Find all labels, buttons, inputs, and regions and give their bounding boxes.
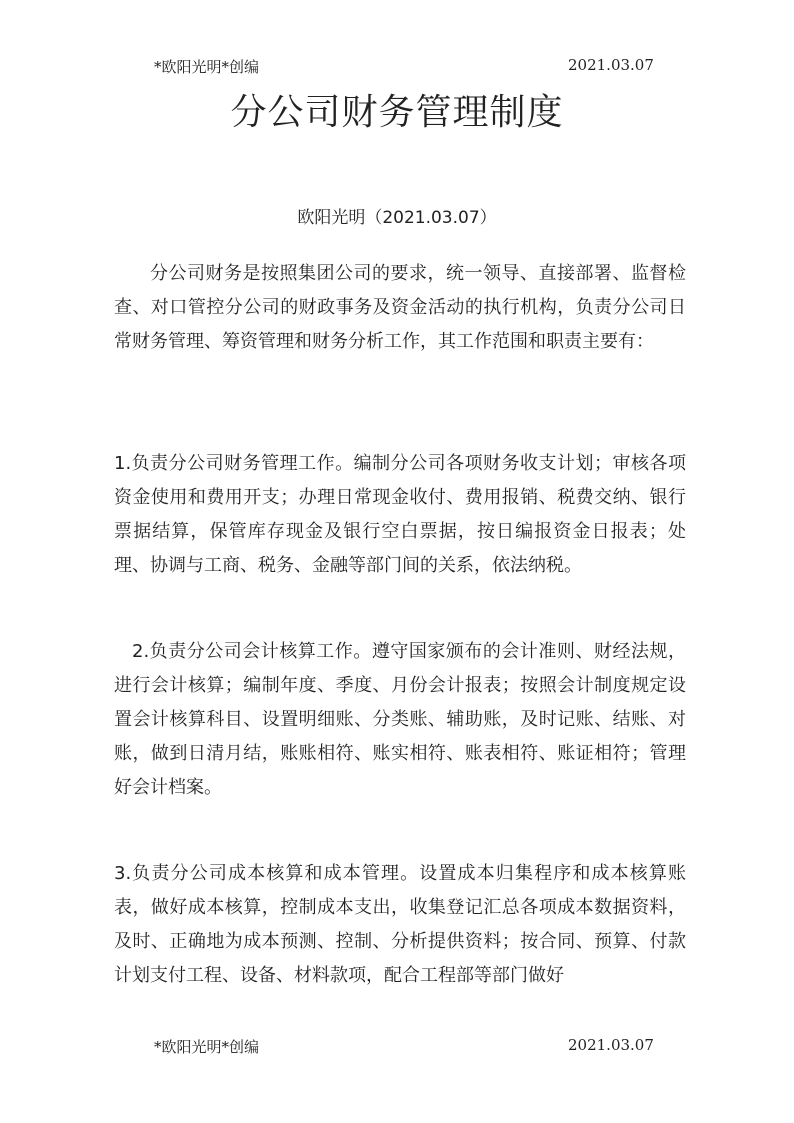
footer-author: *欧阳光明*创编 [154, 1038, 260, 1056]
document-byline: 欧阳光明（2021.03.07） [297, 208, 497, 228]
page-header [0, 56, 794, 80]
page-footer [0, 1036, 794, 1060]
header-author: *欧阳光明*创编 [154, 58, 260, 76]
header-date: 2021.03.07 [568, 56, 654, 74]
paragraph-intro: 分公司财务是按照集团公司的要求，统一领导、直接部署、监督检查、对口管控分公司的财政事务及资金活动的执行机构，负责分公司日常财务管理、筹资管理和财务分析工作，其工作范围和职责主要有： [114, 263, 686, 352]
paragraph-item-3: 3.负责分公司成本核算和成本管理。设置成本归集程序和成本核算账表，做好成本核算，控制成本支出，收集登记汇总各项成本数据资料，及时、正确地为成本预测、控制、分析提供资料；按合同、预算、付款计划支付工程、设备、材料款项，配合工程部等部门做好 [114, 863, 686, 986]
footer-date: 2021.03.07 [568, 1036, 654, 1054]
paragraph-item-2: 2.负责分公司会计核算工作。遵守国家颁布的会计准则、财经法规，进行会计核算；编制年度、季度、月份会计报表；按照会计制度规定设置会计核算科目、设置明细账、分类账、辅助账，及时记账、结账、对账，做到日清月结，账账相符、账实相符、账表相符、账证相符；管理好会计档案。 [114, 641, 686, 798]
paragraph-item-1: 1.负责分公司财务管理工作。编制分公司各项财务收支计划；审核各项资金使用和费用开支；办理日常现金收付、费用报销、税费交纳、银行票据结算，保管库存现金及银行空白票据，按日编报资金日报表；处理、协调与工商、税务、金融等部门间的关系，依法纳税。 [114, 453, 686, 576]
document-title: 分公司财务管理制度 [230, 92, 564, 133]
